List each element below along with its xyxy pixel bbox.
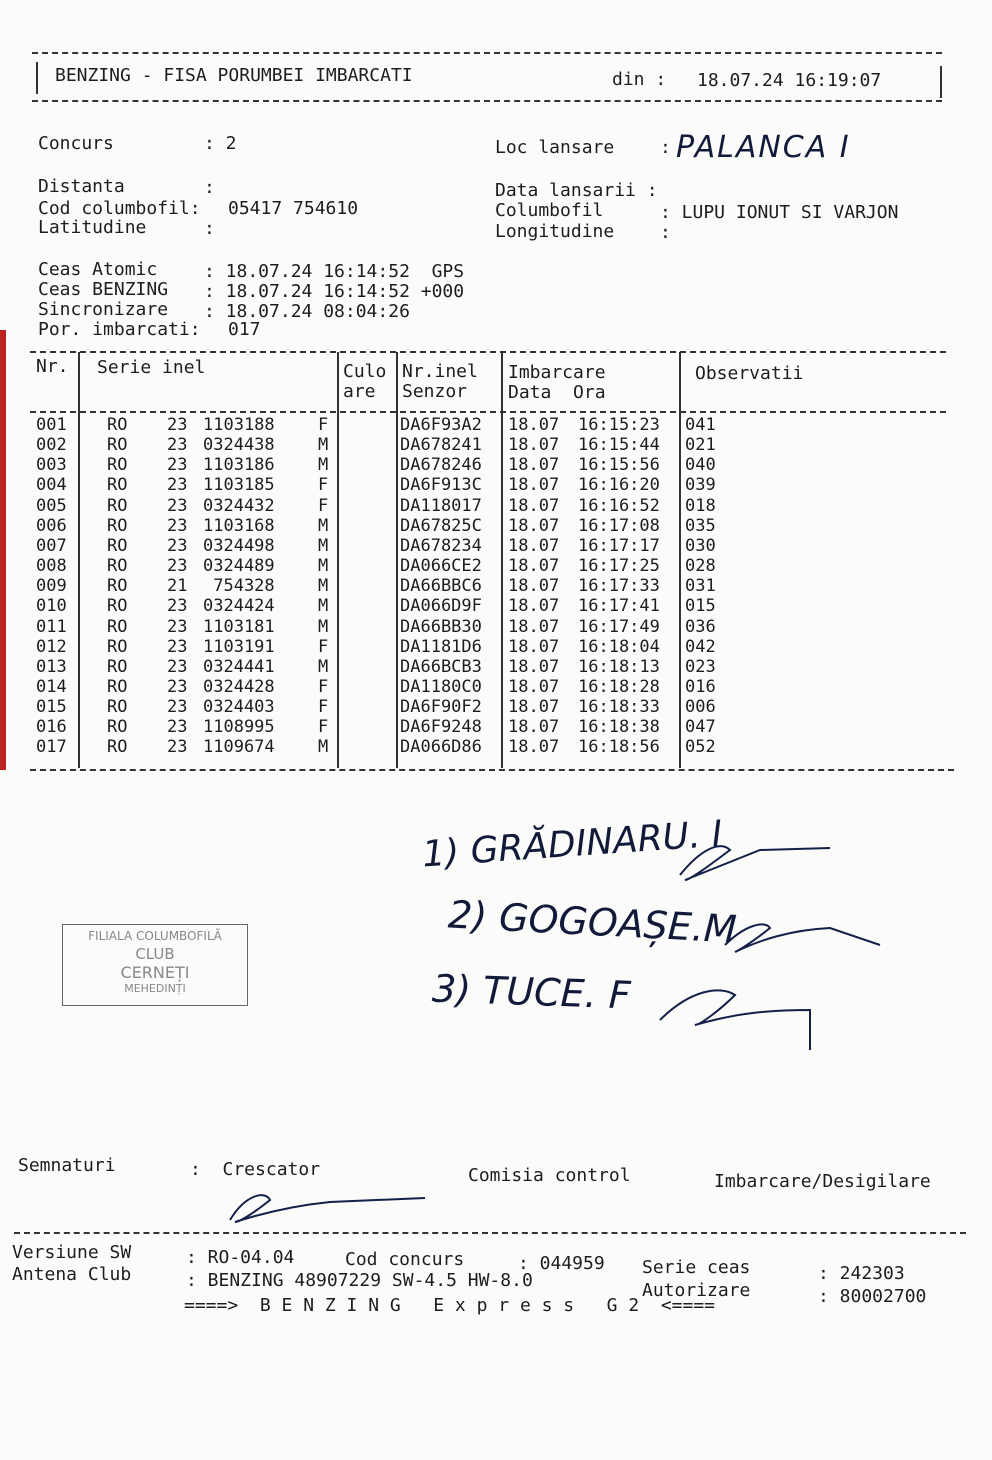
row-sensor: DA678246 [400, 455, 482, 476]
handwritten-line-3: 3) TUCE. F [431, 966, 632, 1018]
row-date: 18.07 [508, 435, 560, 456]
row-observation: 028 [685, 556, 716, 577]
row-sex: M [318, 455, 329, 476]
row-nr: 014 [36, 676, 67, 697]
row-sex: F [318, 415, 329, 435]
row-year: 23 [167, 515, 188, 536]
row-nr: 017 [36, 737, 67, 758]
row-date: 18.07 [508, 495, 560, 516]
row-observation: 039 [685, 475, 716, 496]
row-observation: 031 [685, 576, 716, 597]
row-ring-number: 0324498 [203, 535, 275, 556]
row-ring-number: 0324441 [203, 656, 275, 677]
table-bottom-border [30, 769, 954, 771]
row-sensor: DA66BB30 [400, 616, 482, 637]
antena-club-value: : BENZING 48907229 SW-4.5 HW-8.0 [186, 1270, 533, 1291]
serie-ceas-label: Serie ceas [642, 1257, 751, 1278]
row-country: RO [107, 616, 128, 637]
distanta-label: Distanta [38, 176, 125, 197]
header-observatii: Observatii [695, 363, 804, 384]
row-country: RO [107, 515, 128, 536]
header-top-border [32, 52, 942, 54]
row-year: 23 [167, 717, 188, 738]
row-observation: 035 [685, 515, 716, 536]
row-sensor: DA66BCB3 [400, 656, 482, 677]
row-sensor: DA66BBC6 [400, 576, 482, 597]
row-time: 16:16:20 [578, 475, 660, 496]
latitudine-label: Latitudine [38, 217, 147, 238]
row-year: 23 [167, 435, 188, 456]
columbofil-value: : LUPU IONUT SI VARJON [660, 202, 899, 223]
row-ring-number: 1109674 [203, 737, 275, 758]
ceas-benzing-label: Ceas BENZING [38, 279, 169, 300]
row-date: 18.07 [508, 515, 560, 536]
row-sex: F [318, 697, 329, 718]
row-observation: 041 [685, 415, 716, 435]
row-nr: 006 [36, 515, 67, 536]
distanta-value: : [204, 177, 215, 198]
data-lansarii-label: Data lansarii : [495, 180, 658, 201]
row-date: 18.07 [508, 556, 560, 577]
crescator-signature-icon [220, 1180, 440, 1230]
row-ring-number: 1103191 [203, 636, 275, 657]
row-year: 23 [167, 455, 188, 476]
row-country: RO [107, 576, 128, 597]
row-country: RO [107, 556, 128, 577]
row-observation: 016 [685, 676, 716, 697]
row-time: 16:15:44 [578, 435, 660, 456]
header-bottom-border [32, 100, 942, 102]
crescator-label: : Crescator [190, 1159, 321, 1180]
row-observation: 036 [685, 616, 716, 637]
row-ring-number: 0324403 [203, 697, 275, 718]
longitudine-value: : [660, 222, 671, 243]
header-culoare-1: Culo [343, 361, 387, 382]
loc-lansare-label: Loc lansare [495, 137, 615, 158]
header-culoare-2: are [343, 381, 376, 402]
row-nr: 012 [36, 636, 67, 657]
handwritten-line-1: 1) GRĂDINARU. I [420, 813, 724, 876]
row-sensor: DA67825C [400, 515, 482, 536]
table-top-border [30, 351, 946, 353]
row-date: 18.07 [508, 475, 560, 496]
row-observation: 023 [685, 656, 716, 677]
row-country: RO [107, 495, 128, 516]
row-ring-number: 1108995 [203, 717, 275, 738]
stamp-line-3: CERNEȚI [120, 963, 190, 982]
row-time: 16:17:49 [578, 616, 660, 637]
row-nr: 013 [36, 656, 67, 677]
row-date: 18.07 [508, 616, 560, 637]
row-sensor: DA6F93A2 [400, 415, 482, 435]
row-time: 16:17:17 [578, 535, 660, 556]
row-sex: F [318, 475, 329, 496]
row-time: 16:18:04 [578, 636, 660, 657]
row-time: 16:17:41 [578, 596, 660, 617]
row-ring-number: 0324432 [203, 495, 275, 516]
row-country: RO [107, 475, 128, 496]
row-date: 18.07 [508, 737, 560, 758]
row-observation: 018 [685, 495, 716, 516]
row-time: 16:17:25 [578, 556, 660, 577]
row-observation: 042 [685, 636, 716, 657]
col-divider-observatii [679, 352, 681, 768]
row-sensor: DA1180C0 [400, 676, 482, 697]
row-ring-number: 1103185 [203, 475, 275, 496]
row-date: 18.07 [508, 636, 560, 657]
row-date: 18.07 [508, 576, 560, 597]
row-country: RO [107, 596, 128, 617]
longitudine-label: Longitudine [495, 221, 615, 242]
row-observation: 040 [685, 455, 716, 476]
row-year: 23 [167, 495, 188, 516]
row-observation: 021 [685, 435, 716, 456]
row-observation: 015 [685, 596, 716, 617]
sincronizare-value: : 18.07.24 08:04:26 [204, 301, 410, 322]
cod-columbofil-value: 05417 754610 [228, 198, 359, 219]
row-nr: 010 [36, 596, 67, 617]
row-time: 16:18:33 [578, 697, 660, 718]
row-time: 16:18:38 [578, 717, 660, 738]
row-time: 16:15:56 [578, 455, 660, 476]
cod-concurs-label: Cod concurs [345, 1249, 465, 1270]
row-year: 23 [167, 616, 188, 637]
row-ring-number: 0324424 [203, 596, 275, 617]
row-sex: F [318, 636, 329, 657]
row-observation: 006 [685, 697, 716, 718]
row-sex: M [318, 535, 329, 556]
autorizare-value: : 80002700 [818, 1286, 927, 1307]
row-year: 23 [167, 676, 188, 697]
row-nr: 002 [36, 435, 67, 456]
row-sex: F [318, 676, 329, 697]
row-country: RO [107, 415, 128, 435]
row-time: 16:18:13 [578, 656, 660, 677]
cod-columbofil-label: Cod columbofil: [38, 198, 201, 219]
row-date: 18.07 [508, 596, 560, 617]
col-divider-nr [78, 352, 80, 768]
benzing-express-banner: ====> B E N Z I N G E x p r e s s G 2 <==== [184, 1295, 716, 1316]
row-country: RO [107, 435, 128, 456]
row-sex: M [318, 576, 329, 597]
ceas-atomic-label: Ceas Atomic [38, 259, 158, 280]
row-year: 23 [167, 737, 188, 758]
header-nr: Nr. [36, 356, 69, 377]
ceas-atomic-value: : 18.07.24 16:14:52 GPS [204, 261, 465, 282]
semnaturi-label: Semnaturi [18, 1155, 116, 1176]
row-ring-number: 1103186 [203, 455, 275, 476]
versiune-sw-value: : RO-04.04 [186, 1247, 295, 1268]
columbofil-label: Columbofil [495, 200, 604, 221]
por-imbarcati-value: 017 [228, 319, 261, 340]
row-date: 18.07 [508, 697, 560, 718]
row-ring-number: 0324489 [203, 556, 275, 577]
header-right-border [940, 66, 942, 98]
row-date: 18.07 [508, 676, 560, 697]
row-sensor: DA066CE2 [400, 556, 482, 577]
row-ring-number: 0324428 [203, 676, 275, 697]
row-sex: M [318, 656, 329, 677]
stamp-line-1: FILIALA COLUMBOFILĂ [88, 929, 222, 943]
row-year: 23 [167, 535, 188, 556]
header-left-border [36, 62, 38, 94]
ceas-benzing-value: : 18.07.24 16:14:52 +000 [204, 281, 465, 302]
row-nr: 011 [36, 616, 67, 637]
header-serie-inel: Serie inel [97, 357, 206, 378]
row-sex: M [318, 737, 329, 758]
row-nr: 001 [36, 415, 67, 435]
club-stamp [62, 924, 248, 1006]
row-country: RO [107, 697, 128, 718]
row-date: 18.07 [508, 415, 560, 435]
row-sensor: DA118017 [400, 495, 482, 516]
row-time: 16:17:33 [578, 576, 660, 597]
row-sensor: DA1181D6 [400, 636, 482, 657]
col-divider-imbarcare [501, 352, 503, 768]
handwritten-signature-marks [640, 820, 940, 1070]
row-year: 23 [167, 596, 188, 617]
row-nr: 007 [36, 535, 67, 556]
row-nr: 004 [36, 475, 67, 496]
loc-lansare-colon: : [660, 137, 671, 158]
row-time: 16:17:08 [578, 515, 660, 536]
comisia-control-label: Comisia control [468, 1165, 631, 1186]
row-sensor: DA678234 [400, 535, 482, 556]
col-divider-senzor [396, 352, 398, 768]
footer-top-border [14, 1232, 966, 1234]
col-divider-culoare [337, 352, 339, 768]
table-header-border [30, 411, 946, 413]
document-title: BENZING - FISA PORUMBEI IMBARCATI [55, 65, 413, 86]
row-year: 23 [167, 556, 188, 577]
row-time: 16:15:23 [578, 415, 660, 435]
row-nr: 005 [36, 495, 67, 516]
row-time: 16:18:28 [578, 676, 660, 697]
row-sex: F [318, 495, 329, 516]
row-sensor: DA066D86 [400, 737, 482, 758]
row-sensor: DA6F9248 [400, 717, 482, 738]
header-nr-inel-2: Senzor [402, 381, 468, 402]
row-ring-number: 1103168 [203, 515, 275, 536]
row-sex: M [318, 515, 329, 536]
row-observation: 047 [685, 717, 716, 738]
row-country: RO [107, 656, 128, 677]
row-nr: 015 [36, 697, 67, 718]
row-country: RO [107, 455, 128, 476]
header-date-label: din : [612, 69, 667, 90]
row-sex: M [318, 596, 329, 617]
row-sex: M [318, 435, 329, 456]
row-year: 23 [167, 656, 188, 677]
row-year: 23 [167, 415, 188, 435]
row-year: 23 [167, 475, 188, 496]
row-sensor: DA678241 [400, 435, 482, 456]
row-date: 18.07 [508, 455, 560, 476]
concurs-value: : 2 [204, 133, 237, 154]
row-ring-number: 1103188 [203, 415, 275, 435]
cod-concurs-value: : 044959 [518, 1253, 605, 1274]
row-date: 18.07 [508, 535, 560, 556]
row-country: RO [107, 535, 128, 556]
row-country: RO [107, 636, 128, 657]
row-observation: 030 [685, 535, 716, 556]
versiune-sw-label: Versiune SW [12, 1242, 132, 1263]
row-sensor: DA066D9F [400, 596, 482, 617]
row-sensor: DA6F90F2 [400, 697, 482, 718]
header-date-value: 18.07.24 16:19:07 [697, 70, 882, 91]
row-country: RO [107, 737, 128, 758]
row-sex: F [318, 717, 329, 738]
serie-ceas-value: : 242303 [818, 1263, 905, 1284]
handwritten-line-2: 2) GOGOAȘE.M [447, 892, 738, 952]
row-nr: 009 [36, 576, 67, 597]
row-ring-number: 0324438 [203, 435, 275, 456]
row-year: 23 [167, 697, 188, 718]
page-edge-red-strip [0, 330, 6, 770]
antena-club-label: Antena Club [12, 1264, 132, 1285]
row-date: 18.07 [508, 717, 560, 738]
row-nr: 003 [36, 455, 67, 476]
header-imbarcare-1: Imbarcare [508, 362, 606, 383]
row-time: 16:16:52 [578, 495, 660, 516]
row-nr: 008 [36, 556, 67, 577]
autorizare-label: Autorizare [642, 1280, 751, 1301]
row-ring-number: 754328 [203, 576, 275, 597]
header-nr-inel-1: Nr.inel [402, 361, 478, 382]
row-nr: 016 [36, 717, 67, 738]
concurs-label: Concurs [38, 133, 114, 154]
row-sensor: DA6F913C [400, 475, 482, 496]
header-imbarcare-2: Data Ora [508, 382, 606, 403]
row-sex: M [318, 556, 329, 577]
row-year: 23 [167, 636, 188, 657]
imbarcare-desigilare-label: Imbarcare/Desigilare [714, 1171, 931, 1192]
row-year: 21 [167, 576, 188, 597]
por-imbarcati-label: Por. imbarcati: [38, 319, 201, 340]
row-sex: M [318, 616, 329, 637]
row-observation: 052 [685, 737, 716, 758]
stamp-line-4: MEHEDINȚI [124, 982, 186, 995]
row-ring-number: 1103181 [203, 616, 275, 637]
row-date: 18.07 [508, 656, 560, 677]
loc-lansare-handwritten: PALANCA I [676, 130, 851, 165]
stamp-line-2: CLUB [135, 945, 175, 963]
latitudine-value: : [204, 218, 215, 239]
row-country: RO [107, 717, 128, 738]
sincronizare-label: Sincronizare [38, 299, 169, 320]
row-country: RO [107, 676, 128, 697]
row-time: 16:18:56 [578, 737, 660, 758]
